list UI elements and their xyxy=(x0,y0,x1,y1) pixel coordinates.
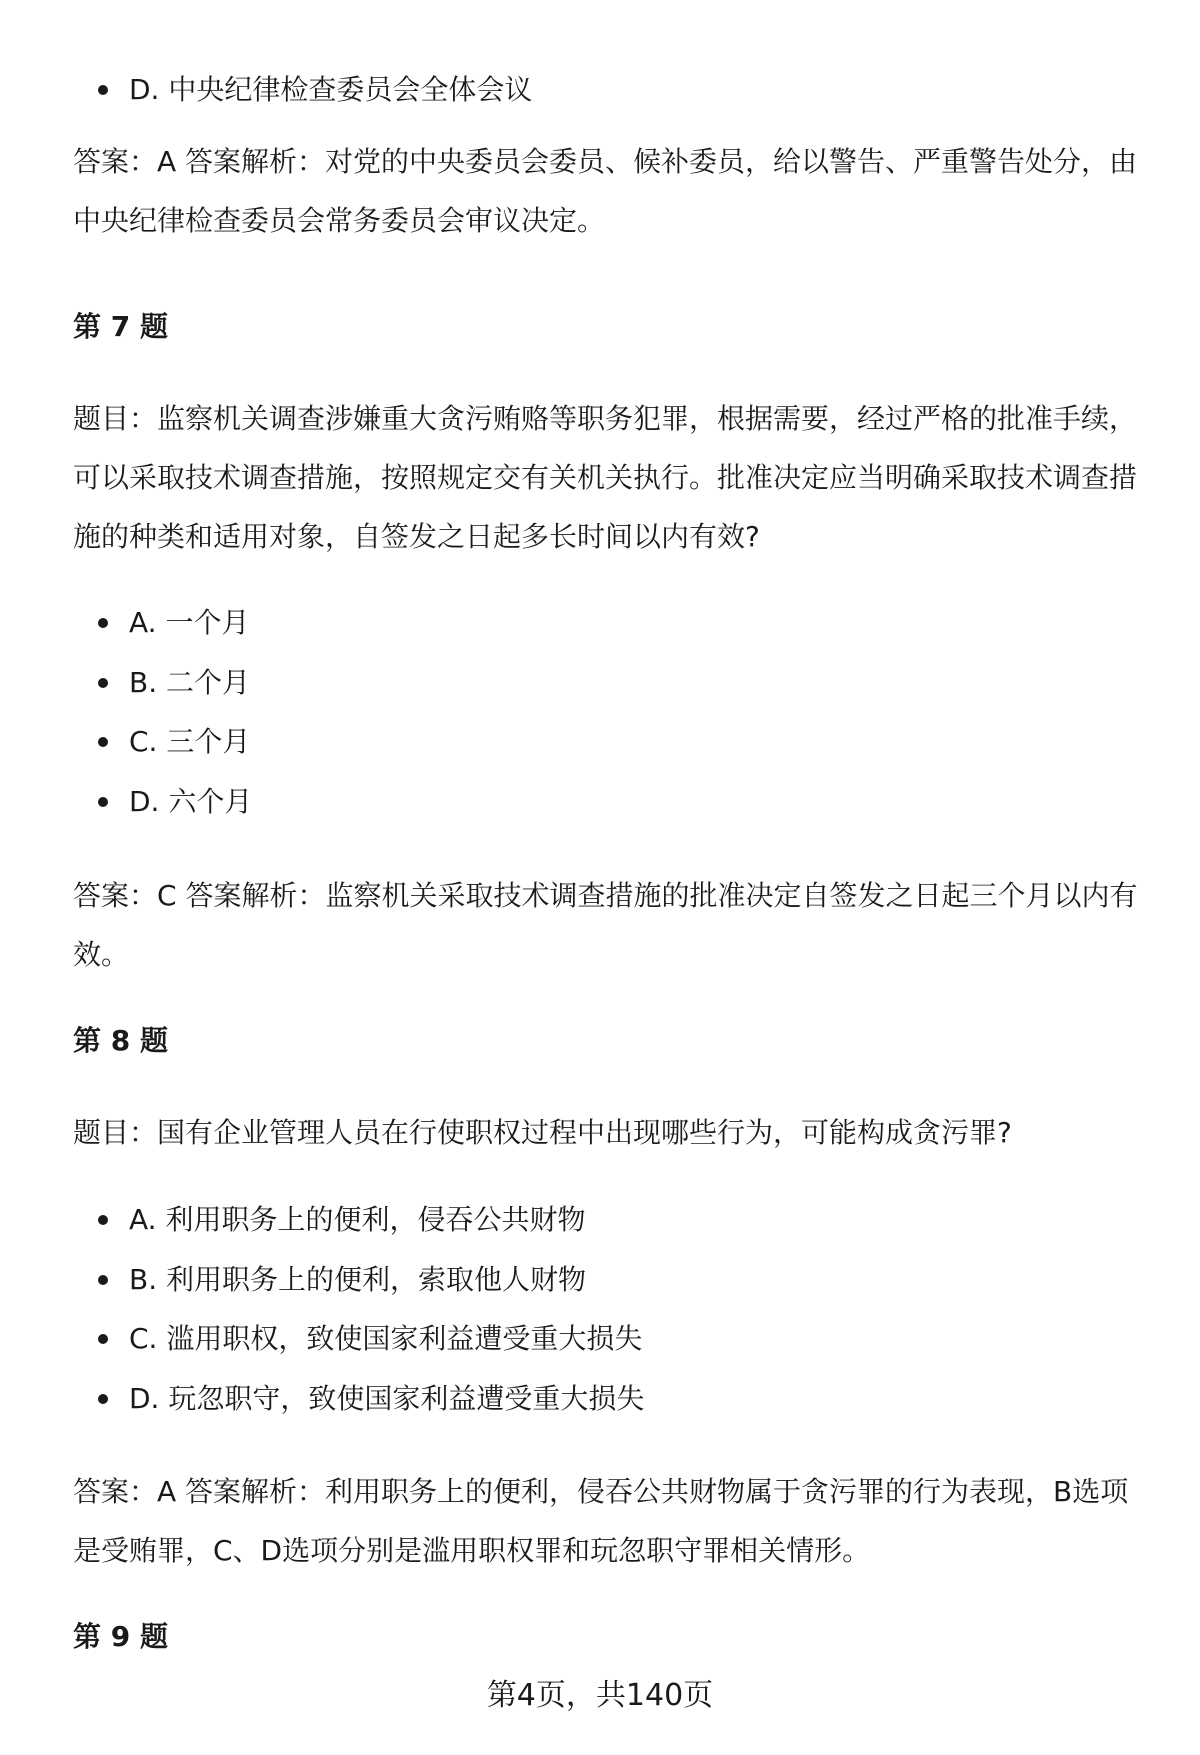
q7-option-d: D. 六个月 xyxy=(73,772,252,832)
q7-option-c: C. 三个月 xyxy=(73,712,252,772)
q7-answer: 答案：C 答案解析：监察机关采取技术调查措施的批准决定自签发之日起三个月以内有效。 xyxy=(73,879,1138,971)
q8-question: 题目：国有企业管理人员在行使职权过程中出现哪些行为，可能构成贪污罪? xyxy=(73,1116,1012,1149)
page-number-footer: 第4页，共140页 xyxy=(486,1678,714,1713)
q8-option-b: B. 利用职务上的便利，索取他人财物 xyxy=(73,1250,644,1310)
q6-options xyxy=(73,60,532,120)
q8-option-c: C. 滥用职权，致使国家利益遭受重大损失 xyxy=(73,1309,644,1369)
q7-heading: 第 7 题 xyxy=(73,310,168,343)
q7-options xyxy=(73,593,252,831)
q8-options xyxy=(73,1190,644,1428)
q7-question: 题目：监察机关调查涉嫌重大贪污贿赂等职务犯罪，根据需要，经过严格的批准手续，可以采取技术调查措施，按照规定交有关机关执行。批准决定应当明确采取技术调查措施的种类和适用对象，自签发之日起多长时间以内有效? xyxy=(73,402,1138,553)
q7-option-b: B. 二个月 xyxy=(73,653,252,713)
q9-heading: 第 9 题 xyxy=(73,1620,168,1653)
q6-answer: 答案：A 答案解析：对党的中央委员会委员、候补委员，给以警告、严重警告处分，由中央纪律检查委员会常务委员会审议决定。 xyxy=(73,145,1138,237)
q8-answer: 答案：A 答案解析：利用职务上的便利，侵吞公共财物属于贪污罪的行为表现，B选项是受贿罪，C、D选项分别是滥用职权罪和玩忽职守罪相关情形。 xyxy=(73,1475,1129,1567)
q6-option-d: D. 中央纪律检查委员会全体会议 xyxy=(73,60,532,120)
q8-heading: 第 8 题 xyxy=(73,1024,168,1057)
q7-option-a: A. 一个月 xyxy=(73,593,252,653)
q8-option-d: D. 玩忽职守，致使国家利益遭受重大损失 xyxy=(73,1369,644,1429)
q8-option-a: A. 利用职务上的便利，侵吞公共财物 xyxy=(73,1190,644,1250)
